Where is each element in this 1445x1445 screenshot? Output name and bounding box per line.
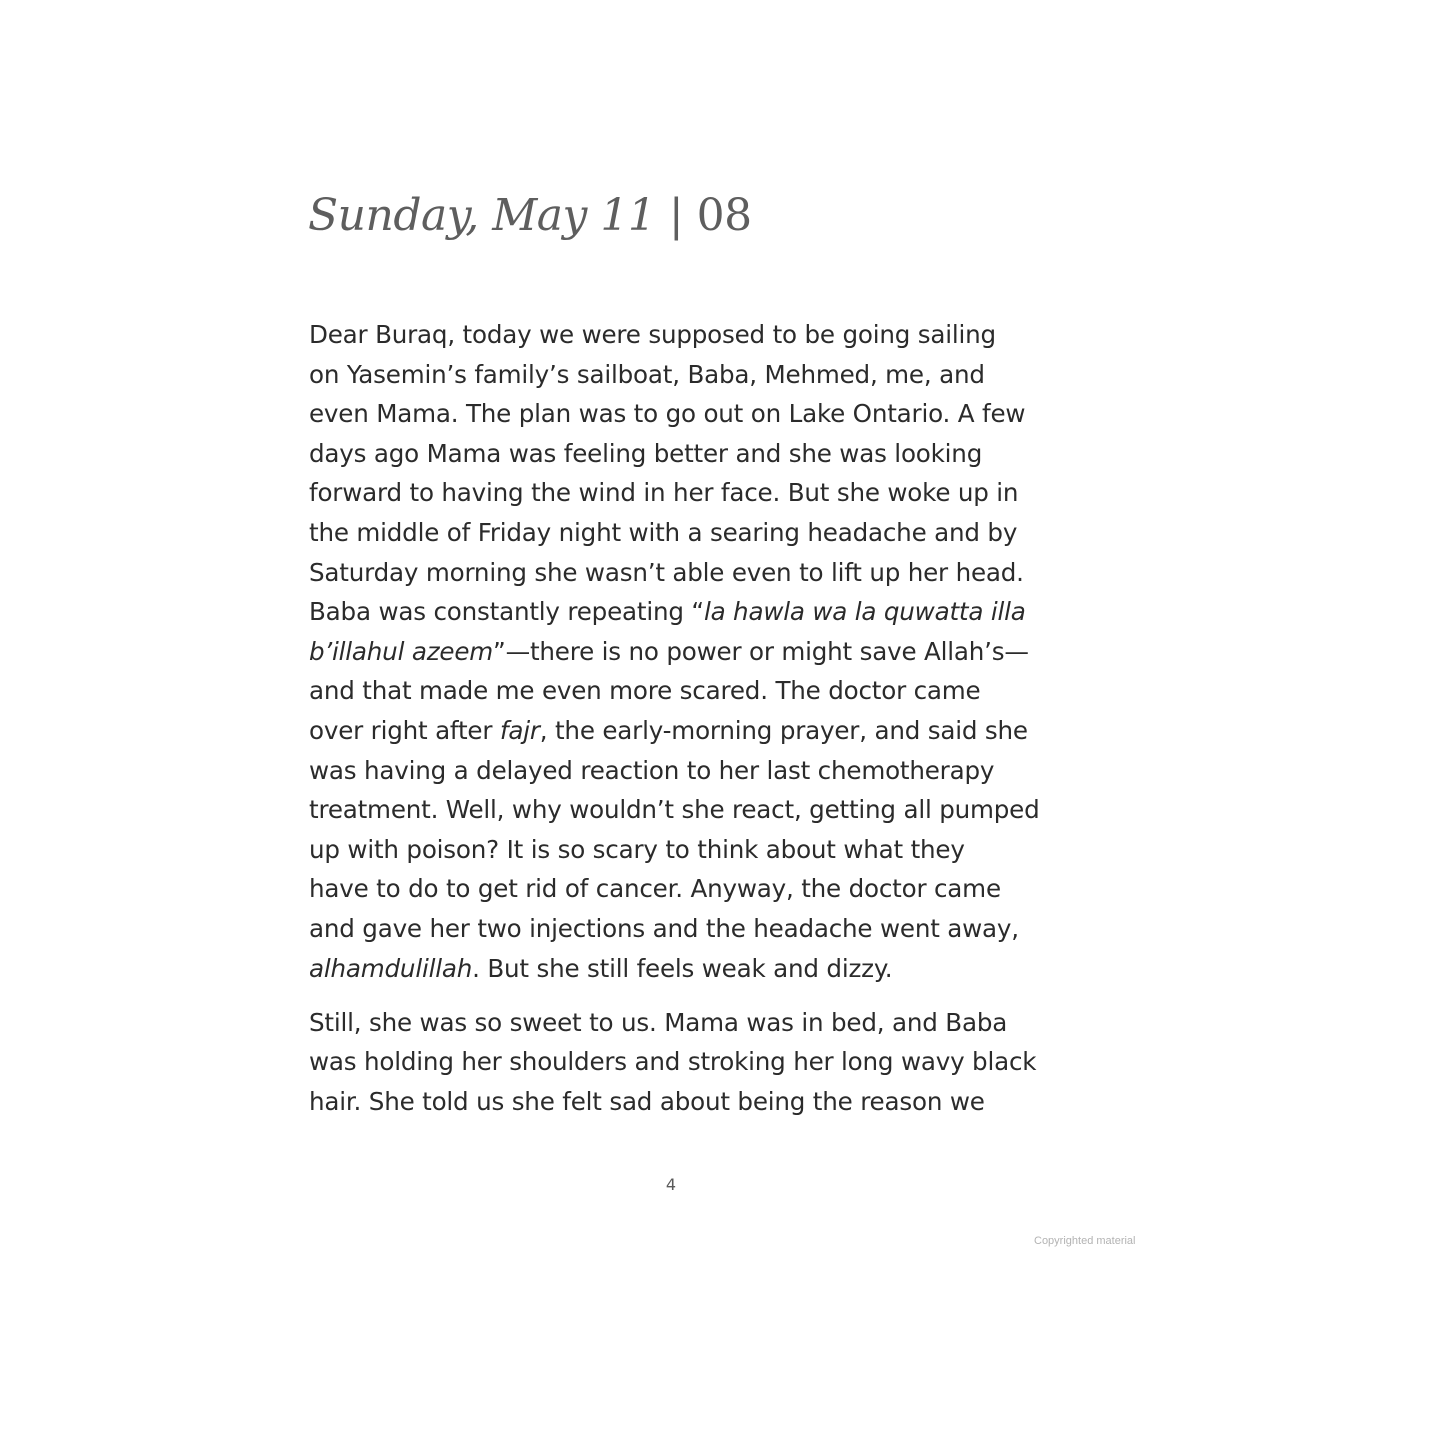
text-line: up with poison? It is so scary to think about what they (309, 834, 965, 864)
entry-number: 08 (696, 190, 752, 241)
text-line: days ago Mama was feeling better and she was looking (309, 438, 983, 468)
text-run: , the early-morning prayer, and said she (539, 715, 1028, 745)
text-line: Saturday morning she wasn’t able even to lift up her head. (309, 557, 1024, 587)
text-line: on Yasemin’s family’s sailboat, Baba, Mehmed, me, and (309, 359, 985, 389)
paragraph-2 (309, 1003, 1049, 1122)
text-run: over right after (309, 715, 500, 745)
text-line: and gave her two injections and the headache went away, (309, 913, 1019, 943)
paragraph-1 (309, 315, 1049, 988)
text-run: Baba was constantly repeating “ (309, 597, 704, 627)
text-line: the middle of Friday night with a searing headache and by (309, 517, 1018, 547)
text-line: Still, she was so sweet to us. Mama was in bed, and Baba (309, 1007, 1008, 1037)
copyright-watermark: Copyrighted material (1034, 1235, 1136, 1247)
italic-phrase: b’illahul azeem (309, 636, 494, 666)
text-line (309, 949, 1049, 989)
italic-word: alhamdulillah (309, 953, 473, 983)
entry-heading (308, 186, 752, 246)
page-number: 4 (665, 1175, 677, 1194)
italic-phrase: la hawla wa la quwatta illa (703, 597, 1026, 627)
text-line: and that made me even more scared. The doctor came (309, 676, 981, 706)
heading-separator: | (668, 190, 684, 241)
text-line (309, 592, 1049, 632)
text-line: hair. She told us she felt sad about being the reason we (309, 1086, 985, 1116)
text-line: was having a delayed reaction to her last chemotherapy (309, 755, 995, 785)
text-run: ”—there is no power or might save Allah’s— (493, 636, 1029, 666)
text-line: have to do to get rid of cancer. Anyway, the doctor came (309, 874, 1001, 904)
text-line (309, 711, 1049, 751)
text-run: . But she still feels weak and dizzy. (472, 953, 893, 983)
entry-date: Sunday, May 11 (308, 190, 656, 241)
text-line: Dear Buraq, today we were supposed to be going sailing (309, 320, 996, 349)
text-line: was holding her shoulders and stroking her long wavy black (309, 1047, 1037, 1077)
text-line: treatment. Well, why wouldn’t she react, getting all pumped (309, 795, 1040, 825)
text-line: forward to having the wind in her face. But she woke up in (309, 478, 1019, 508)
entry-body (309, 315, 1049, 1121)
italic-word: fajr (499, 715, 540, 745)
text-line (309, 632, 1049, 672)
text-line: even Mama. The plan was to go out on Lake Ontario. A few (309, 399, 1026, 429)
